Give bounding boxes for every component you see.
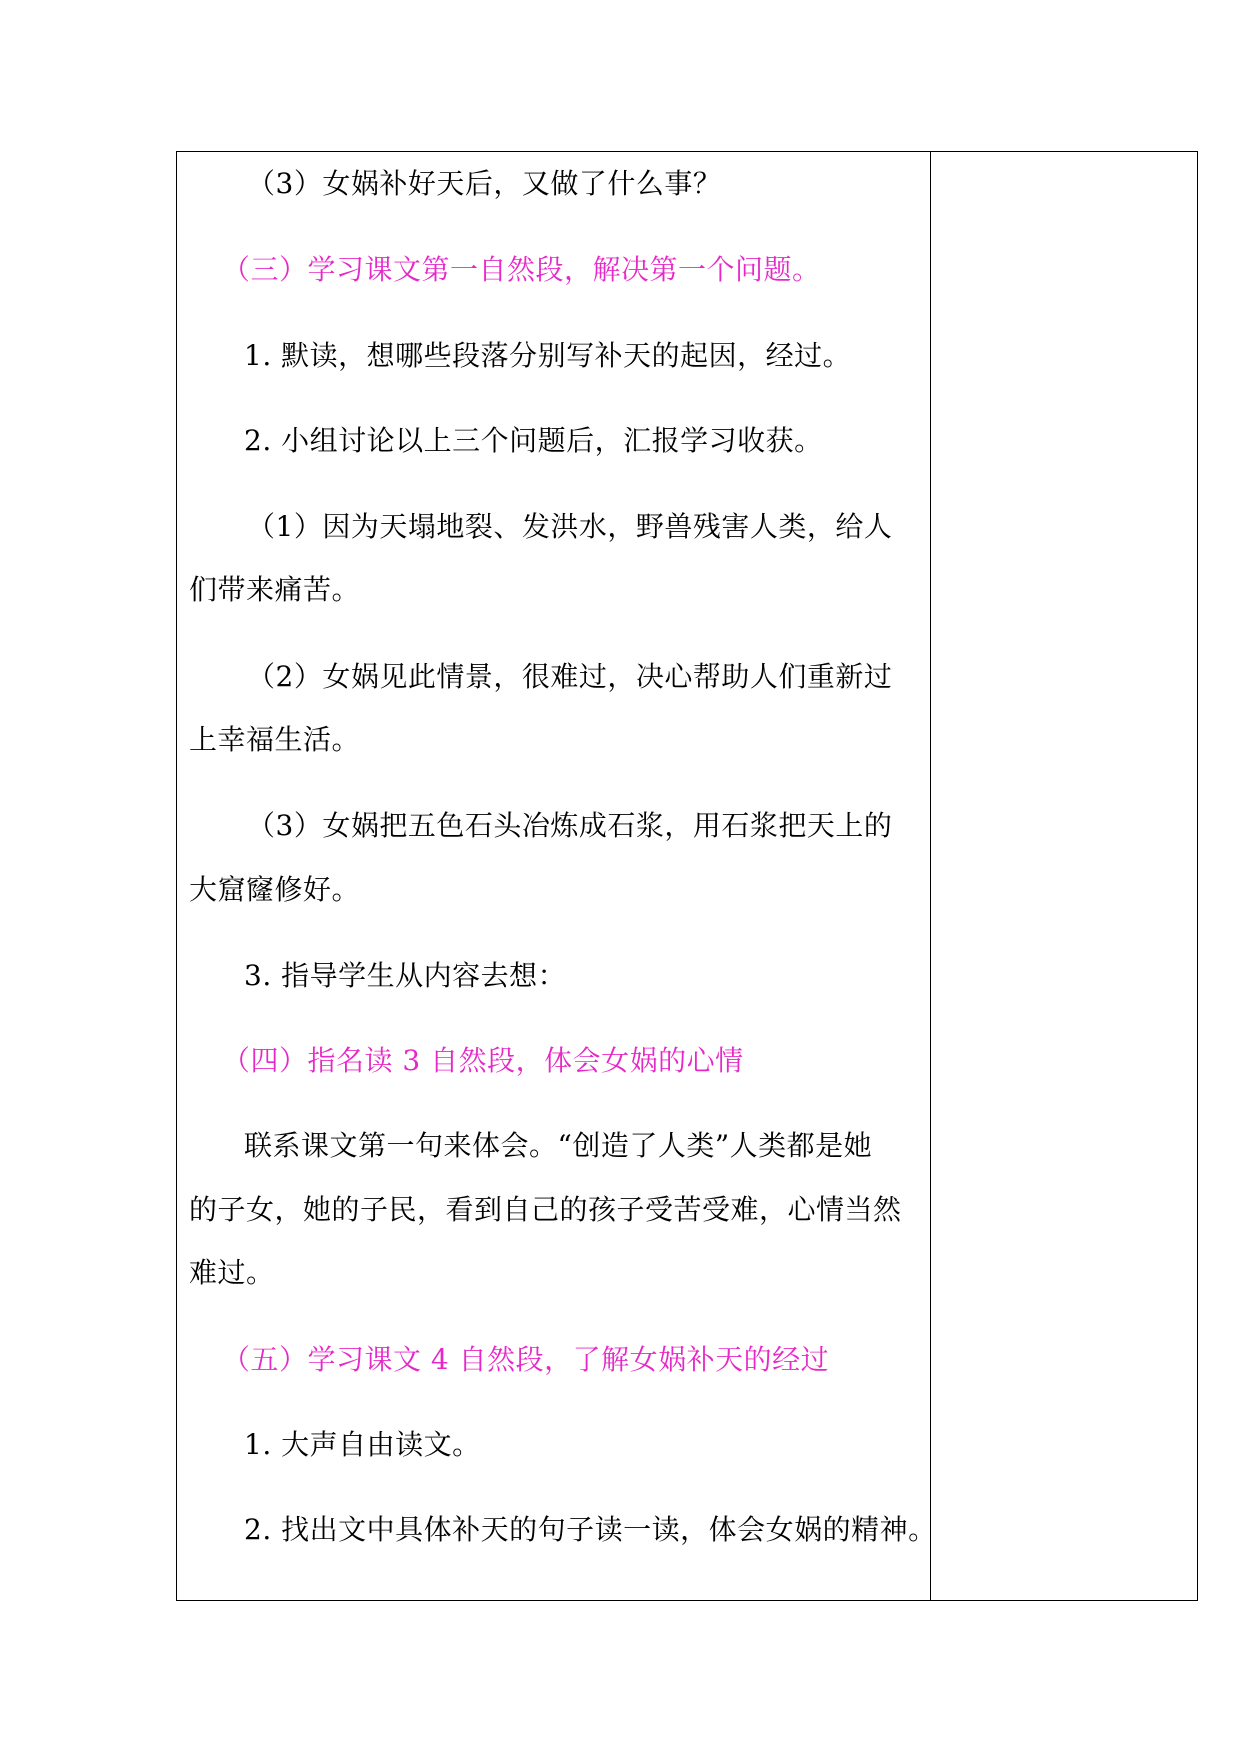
step-1: 1. 默读，想哪些段落分别写补天的起因，经过。 [244,339,852,372]
answer-2-line1: （2）女娲见此情景，很难过，决心帮助人们重新过 [247,660,893,693]
list-item-2: 2. 找出文中具体补天的句子读一读，体会女娲的精神。 [244,1513,937,1546]
paragraph-line1: 联系课文第一句来体会。“创造了人类”人类都是她 [244,1129,873,1162]
section-heading-4: （四）指名读 3 自然段，体会女娲的心情 [222,1044,744,1077]
step-3: 3. 指导学生从内容去想： [244,959,567,992]
list-item-1: 1. 大声自由读文。 [244,1428,481,1461]
paragraph-line2: 的子女，她的子民，看到自己的孩子受苦受难，心情当然 [189,1193,902,1226]
section-heading-3: （三）学习课文第一自然段，解决第一个问题。 [222,253,821,286]
paragraph-line3: 难过。 [189,1256,275,1289]
answer-3-line2: 大窟窿修好。 [189,873,361,906]
step-2: 2. 小组讨论以上三个问题后，汇报学习收获。 [244,424,823,457]
answer-1-line1: （1）因为天塌地裂、发洪水，野兽残害人类，给人 [247,510,893,543]
notes-cell [931,152,1197,1600]
answer-2-line2: 上幸福生活。 [189,723,361,756]
answer-1-line2: 们带来痛苦。 [189,573,361,606]
answer-3-line1: （3）女娲把五色石头冶炼成石浆，用石浆把天上的 [247,809,893,842]
section-heading-5: （五）学习课文 4 自然段，了解女娲补天的经过 [222,1343,830,1376]
question-3: （3）女娲补好天后，又做了什么事？ [247,167,722,200]
